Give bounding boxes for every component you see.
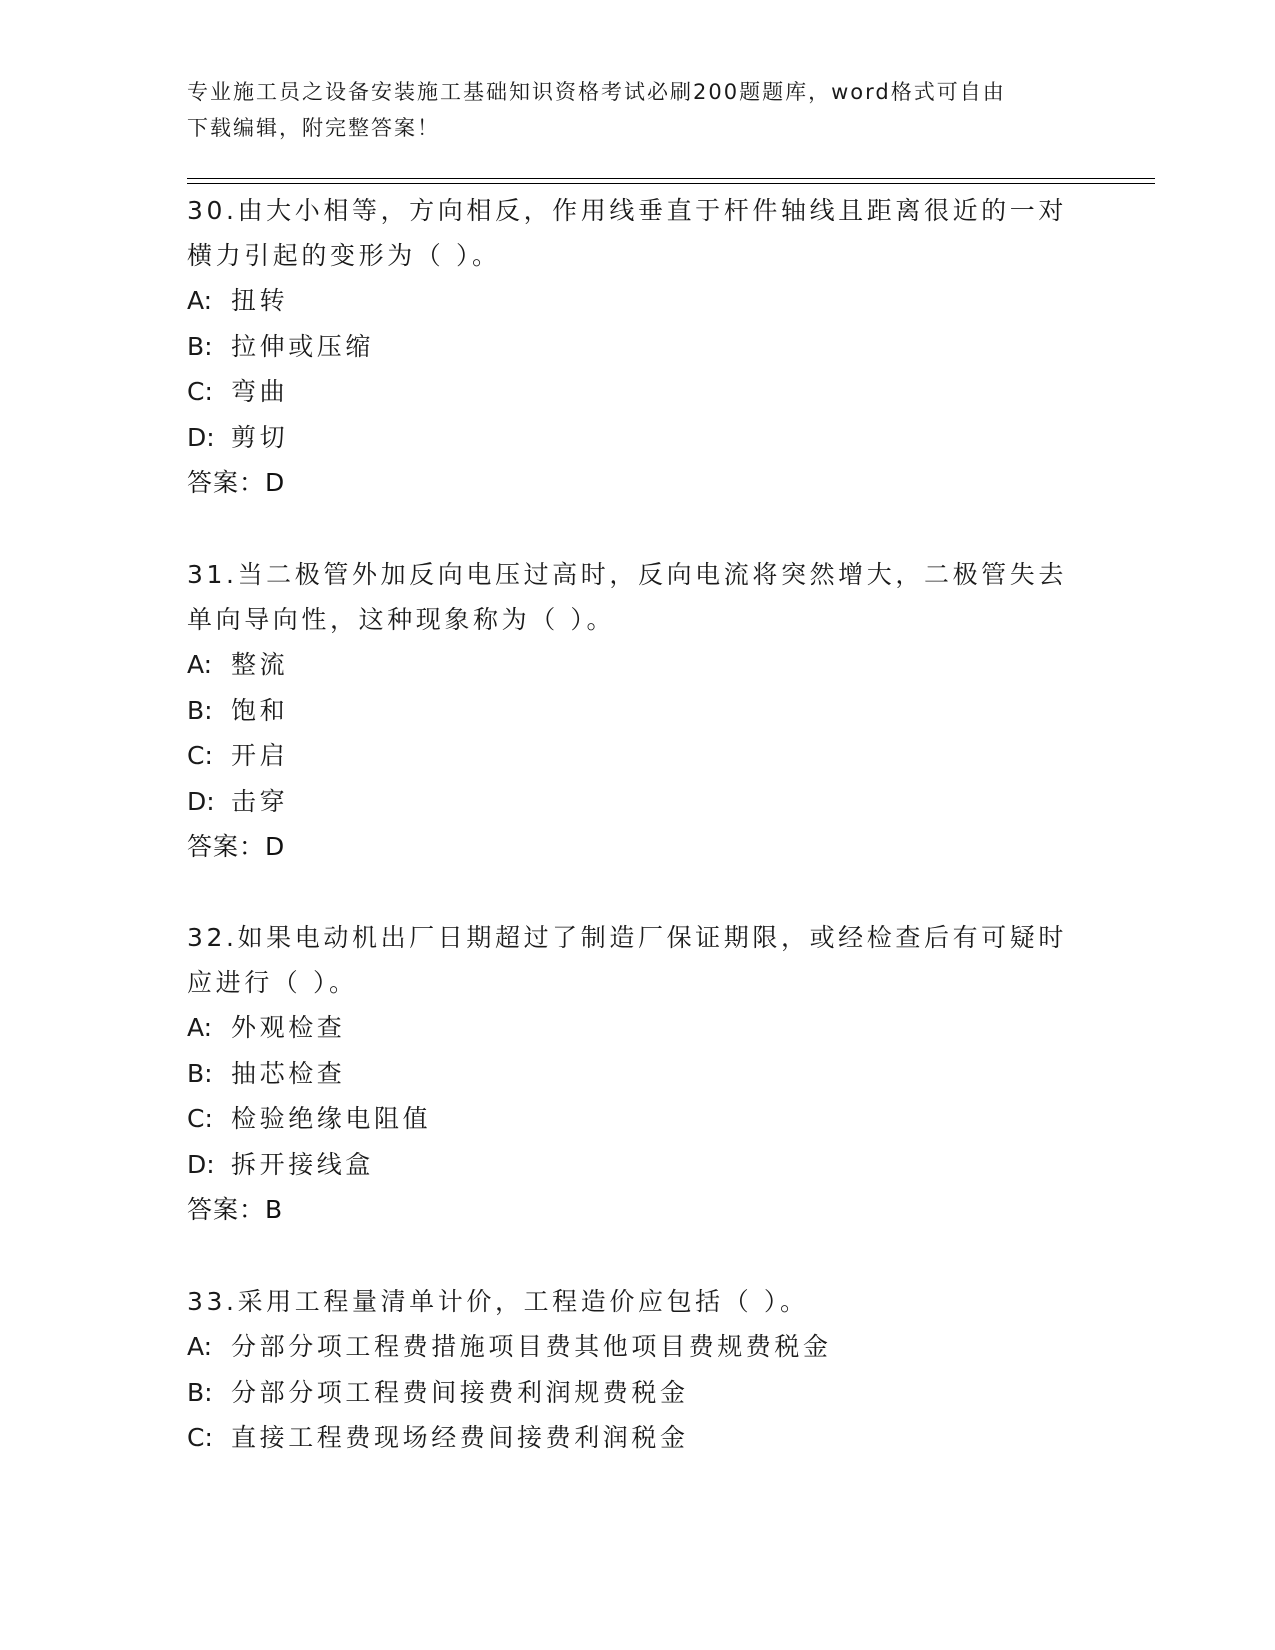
option-text: 整流 — [231, 650, 289, 679]
question-number: 31. — [187, 560, 238, 589]
option-c — [187, 1415, 1087, 1461]
question-text-line-1: 如果电动机出厂日期超过了制造厂保证期限，或经检查后有可疑时 — [237, 923, 1067, 952]
option-text: 击穿 — [231, 786, 289, 816]
option-text: 直接工程费现场经费间接费利润税金 — [231, 1423, 689, 1452]
option-text: 饱和 — [231, 695, 289, 725]
option-text: 分部分项工程费间接费利润规费税金 — [231, 1377, 689, 1407]
option-d — [187, 415, 1087, 461]
option-letter: A: — [187, 1332, 213, 1361]
option-letter: D: — [187, 1149, 215, 1179]
option-letter: B: — [187, 1058, 213, 1088]
option-text: 抽芯检查 — [231, 1058, 346, 1088]
option-text: 检验绝缘电阻值 — [231, 1104, 432, 1133]
option-text: 开启 — [231, 741, 289, 770]
option-letter: B: — [187, 695, 213, 725]
question-text-line-1: 当二极管外加反向电压过高时，反向电流将突然增大，二极管失去 — [237, 560, 1067, 589]
question-text-line-2: 单向导向性，这种现象称为（ ）。 — [187, 605, 616, 634]
option-text: 弯曲 — [231, 377, 289, 406]
question-number: 33. — [187, 1287, 238, 1316]
option-letter: D: — [187, 422, 215, 452]
question-text-line-1: 采用工程量清单计价，工程造价应包括（ ）。 — [237, 1287, 809, 1316]
option-b — [187, 1051, 1087, 1097]
option-letter: B: — [187, 1377, 213, 1407]
question-text-line-2: 应进行（ ）。 — [187, 968, 358, 997]
option-letter: B: — [187, 331, 213, 361]
option-letter: C: — [187, 377, 213, 406]
question-number: 32. — [187, 923, 238, 952]
option-c — [187, 1096, 1087, 1142]
question-32 — [187, 915, 1087, 1232]
option-letter: A: — [187, 1013, 213, 1042]
option-text: 外观检查 — [231, 1013, 346, 1042]
option-b — [187, 1370, 1087, 1416]
option-d — [187, 779, 1087, 825]
question-number: 30. — [187, 196, 238, 225]
option-letter: A: — [187, 650, 213, 679]
question-31 — [187, 552, 1087, 869]
header-divider-bottom — [187, 183, 1155, 184]
option-letter: A: — [187, 286, 213, 315]
option-c — [187, 733, 1087, 779]
question-stem — [187, 552, 1087, 642]
option-text: 扭转 — [231, 286, 289, 315]
header-line-2: 下载编辑，附完整答案！ — [187, 116, 440, 140]
question-text-line-2: 横力引起的变形为（ ）。 — [187, 241, 501, 270]
option-letter: C: — [187, 741, 213, 770]
option-a — [187, 1324, 1087, 1370]
question-30 — [187, 188, 1087, 505]
question-text-line-1: 由大小相等，方向相反，作用线垂直于杆件轴线且距离很近的一对 — [237, 196, 1067, 225]
answer-line: 答案：D — [187, 468, 286, 497]
option-letter: C: — [187, 1104, 213, 1133]
option-text: 分部分项工程费措施项目费其他项目费规费税金 — [231, 1332, 832, 1361]
option-letter: D: — [187, 786, 215, 816]
question-stem — [187, 188, 1087, 278]
option-b — [187, 324, 1087, 370]
option-letter: C: — [187, 1423, 213, 1452]
answer-line: 答案：B — [187, 1195, 284, 1224]
question-stem — [187, 915, 1087, 1005]
option-d — [187, 1142, 1087, 1188]
question-stem — [187, 1279, 1087, 1324]
option-b — [187, 688, 1087, 734]
question-33 — [187, 1279, 1087, 1461]
answer-line: 答案：D — [187, 832, 286, 861]
option-text: 拆开接线盒 — [231, 1149, 375, 1179]
header-line-1: 专业施工员之设备安装施工基础知识资格考试必刷200题题库，word格式可自由 — [187, 80, 1006, 104]
option-a — [187, 1005, 1087, 1051]
option-text: 拉伸或压缩 — [231, 331, 375, 361]
option-text: 剪切 — [231, 422, 289, 452]
option-a — [187, 642, 1087, 688]
document-header — [187, 74, 1077, 146]
header-divider-top — [187, 178, 1155, 179]
option-a — [187, 278, 1087, 324]
option-c — [187, 369, 1087, 415]
